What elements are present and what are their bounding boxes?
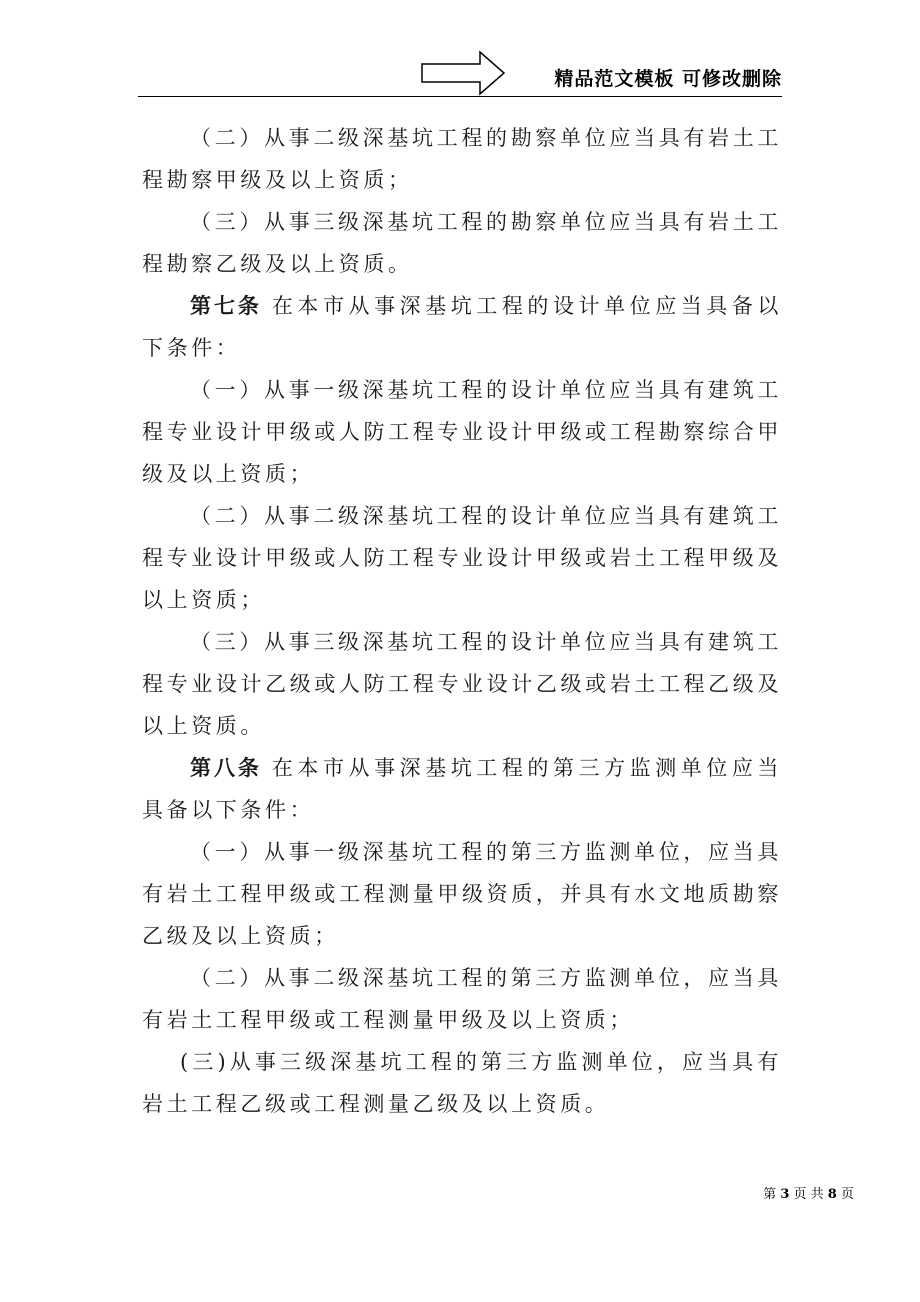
paragraph-10: (三)从事三级深基坑工程的第三方监测单位，应当具有岩土工程乙级或工程测量乙级及以上资质。 — [142, 1050, 782, 1116]
footer-suffix: 页 — [840, 1187, 854, 1202]
total-page-number: 8 — [827, 1187, 837, 1202]
article-7-heading: 第七条 在本市从事深基坑工程的设计单位应当具备以下条件： — [142, 294, 783, 360]
footer-prefix: 第 — [763, 1187, 777, 1202]
paragraph-8: （一）从事一级深基坑工程的第三方监测单位，应当具有岩土工程甲级或工程测量甲级资质，并具有水文地质勘察乙级及以上资质； — [142, 840, 782, 948]
paragraph-4: （一）从事一级深基坑工程的设计单位应当具有建筑工程专业设计甲级或人防工程专业设计甲级或工程勘察综合甲级及以上资质； — [142, 378, 782, 486]
header-label: 精品范文模板 可修改删除 — [554, 68, 782, 90]
paragraph-9: （二）从事二级深基坑工程的第三方监测单位，应当具有岩土工程甲级或工程测量甲级及以上资质； — [142, 966, 782, 1032]
article-number: 第八条 — [190, 756, 262, 780]
footer-middle: 页 共 — [793, 1187, 824, 1202]
right-arrow-icon — [420, 50, 506, 96]
article-number: 第七条 — [190, 294, 262, 318]
current-page-number: 3 — [780, 1187, 790, 1202]
paragraph-1: （二）从事二级深基坑工程的勘察单位应当具有岩土工程勘察甲级及以上资质； — [142, 126, 782, 192]
paragraph-5: （二）从事二级深基坑工程的设计单位应当具有建筑工程专业设计甲级或人防工程专业设计甲级或岩土工程甲级及以上资质； — [142, 504, 782, 612]
page-header — [138, 50, 782, 97]
paragraph-2: （三）从事三级深基坑工程的勘察单位应当具有岩土工程勘察乙级及以上资质。 — [142, 210, 782, 276]
page-footer — [763, 1183, 854, 1202]
document-body — [142, 117, 782, 1125]
article-8-heading: 第八条 在本市从事深基坑工程的第三方监测单位应当具备以下条件： — [142, 756, 783, 822]
paragraph-6: （三）从事三级深基坑工程的设计单位应当具有建筑工程专业设计乙级或人防工程专业设计乙级或岩土工程乙级及以上资质。 — [142, 630, 782, 738]
